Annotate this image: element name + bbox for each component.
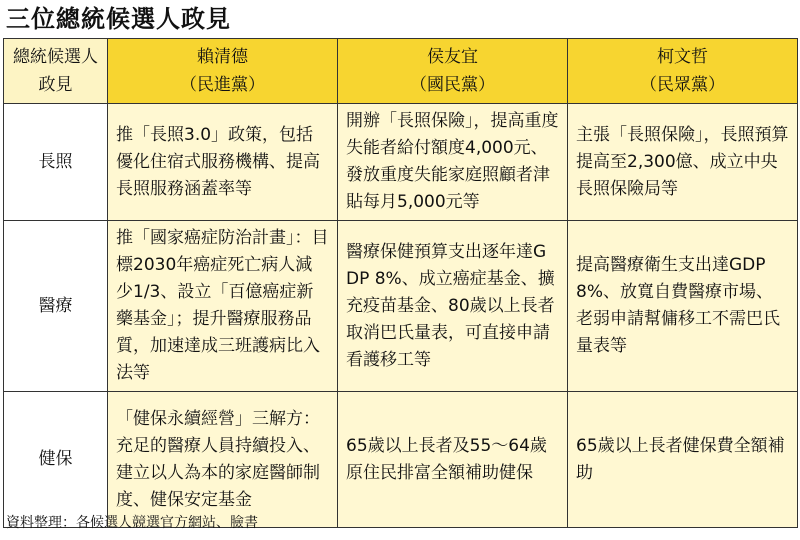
candidate-name: 侯友宜	[427, 47, 478, 67]
topic-header-line1: 總統候選人	[13, 47, 98, 67]
policy-cell: 「健保永續經營」三解方：充足的醫療人員持續投入、建立以人為本的家庭醫師制度、健保安定基金	[108, 392, 338, 528]
candidate-name: 賴清德	[197, 47, 248, 67]
policy-cell: 開辦「長照保險」，提高重度失能者給付額度4,000元、發放重度失能家庭照顧者津貼每月5,000元等	[338, 104, 568, 221]
table-row	[4, 392, 798, 528]
header-row	[4, 39, 798, 104]
policy-cell: 提高醫療衛生支出達GDP 8%、放寬自費醫療市場、老弱申請幫傭移工不需巴氏量表等	[568, 221, 798, 392]
topic-header-line2: 政見	[38, 75, 73, 95]
candidate-party: （國民黨）	[410, 75, 495, 95]
policy-table	[3, 38, 798, 528]
candidate-header-ko	[568, 39, 798, 104]
page-title: 三位總統候選人政見	[6, 5, 231, 33]
topic-cell: 長照	[4, 104, 108, 221]
policy-cell: 推「長照3.0」政策，包括優化住宿式服務機構、提高長照服務涵蓋率等	[108, 104, 338, 221]
policy-cell: 主張「長照保險」，長照預算提高至2,300億、成立中央長照保險局等	[568, 104, 798, 221]
policy-cell: 65歲以上長者及55～64歲原住民排富全額補助健保	[338, 392, 568, 528]
candidate-header-lai	[108, 39, 338, 104]
candidate-party: （民眾黨）	[640, 75, 725, 95]
policy-cell: 65歲以上長者健保費全額補助	[568, 392, 798, 528]
source-note: 資料整理：各候選人競選官方網站、臉書	[6, 515, 258, 531]
topic-cell: 健保	[4, 392, 108, 528]
candidate-header-hou	[338, 39, 568, 104]
topic-cell: 醫療	[4, 221, 108, 392]
policy-cell: 醫療保健預算支出逐年達GDP 8%、成立癌症基金、擴充疫苗基金、80歲以上長者取消巴氏量表，可直接申請看護移工等	[338, 221, 568, 392]
topic-header-cell	[4, 39, 108, 104]
policy-cell: 推「國家癌症防治計畫」：目標2030年癌症死亡病人減少1/3、設立「百億癌症新藥基金」；提升醫療服務品質，加速達成三班護病比入法等	[108, 221, 338, 392]
candidate-party: （民進黨）	[180, 75, 265, 95]
candidate-name: 柯文哲	[657, 47, 708, 67]
table-row	[4, 221, 798, 392]
table-row	[4, 104, 798, 221]
